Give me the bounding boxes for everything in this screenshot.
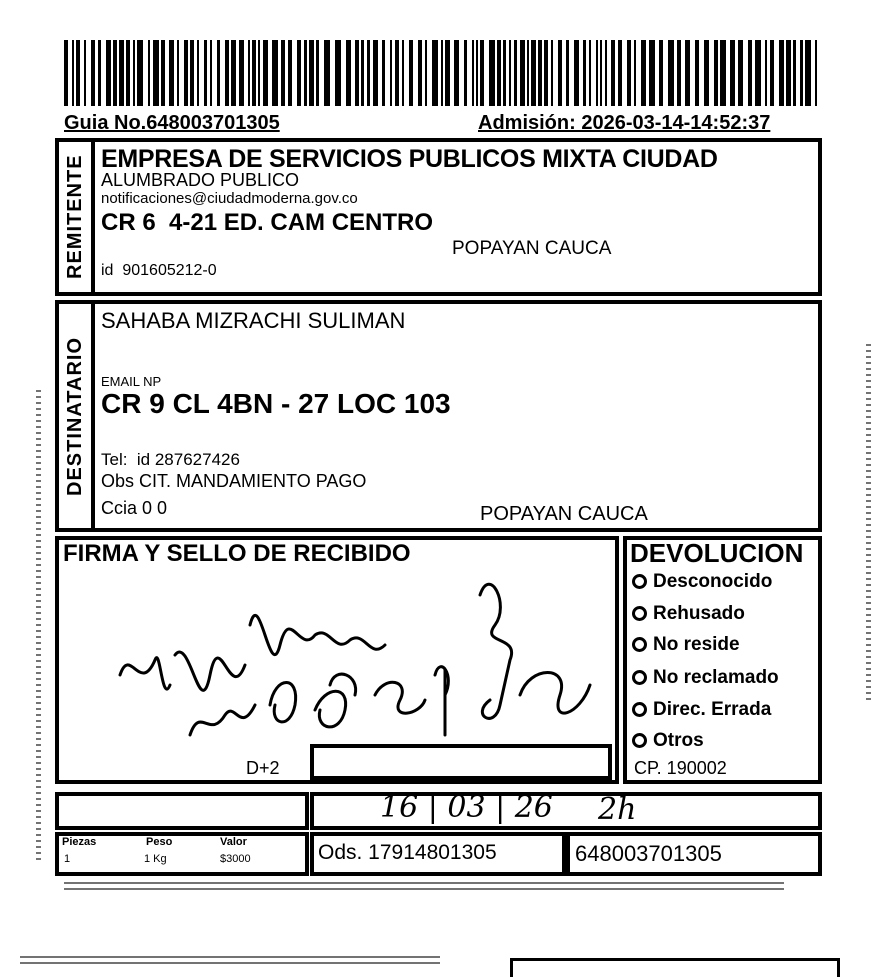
barcode-bar [137, 40, 143, 106]
barcode-bar [531, 40, 536, 106]
barcode-bar [390, 40, 392, 106]
barcode-bar [153, 40, 159, 106]
barcode-bar [346, 40, 351, 106]
returns-title: DEVOLUCION [630, 538, 804, 568]
barcode-bar [805, 40, 811, 106]
barcode-bar [252, 40, 256, 106]
barcode-bar [503, 40, 506, 106]
return-option-no-reside[interactable]: No reside [632, 634, 740, 656]
barcode-bar [184, 40, 188, 106]
barcode-bar [464, 40, 467, 106]
barcode-bar [361, 40, 364, 106]
bottom-corner-box [510, 958, 840, 977]
barcode-bar [574, 40, 579, 106]
barcode-bar [288, 40, 292, 106]
recipient-city: POPAYAN CAUCA [480, 503, 648, 525]
barcode-bar [600, 40, 602, 106]
handwritten-date: 16 | 03 | 26 [380, 790, 553, 825]
return-option-no-reclamado[interactable]: No reclamado [632, 667, 779, 689]
radio-circle-icon [632, 637, 647, 652]
barcode-bar [583, 40, 586, 106]
sender-label-divider [91, 138, 95, 296]
barcode-bar [309, 40, 314, 106]
barcode-bar [634, 40, 636, 106]
barcode-bar [239, 40, 244, 106]
barcode-bar [815, 40, 817, 106]
admission-datetime: Admisión: 2026-03-14-14:52:37 [478, 112, 771, 134]
fine-print-strip [64, 882, 784, 890]
return-option-rehusado[interactable]: Rehusado [632, 603, 745, 625]
stamp-strip [310, 744, 612, 780]
barcode-bar [770, 40, 774, 106]
barcode-bar [544, 40, 548, 106]
piezas-label: Piezas [62, 836, 97, 848]
barcode-bar [272, 40, 278, 106]
barcode-bar [119, 40, 124, 106]
barcode-bar [509, 40, 511, 106]
barcode-bar [190, 40, 194, 106]
recipient-name: SAHABA MIZRACHI SULIMAN [101, 308, 406, 333]
delivery-code: D+2 [246, 758, 280, 778]
barcode-bar [64, 40, 68, 106]
barcode-bar [677, 40, 681, 106]
date-row-left [55, 792, 309, 830]
barcode [64, 40, 824, 106]
radio-circle-icon [632, 702, 647, 717]
barcode-bar [204, 40, 207, 106]
barcode-bar [695, 40, 699, 106]
barcode-bar [402, 40, 404, 106]
barcode-bar [304, 40, 307, 106]
recipient-tel: Tel: id 287627426 [101, 450, 240, 469]
barcode-bar [659, 40, 663, 106]
barcode-bar [497, 40, 501, 106]
barcode-bar [704, 40, 709, 106]
barcode-bar [649, 40, 655, 106]
barcode-bar [538, 40, 542, 106]
recipient-obs: Obs CIT. MANDAMIENTO PAGO [101, 471, 367, 491]
sender-company: EMPRESA DE SERVICIOS PUBLICOS MIXTA CIUDAD [101, 145, 718, 173]
barcode-bar [161, 40, 165, 106]
barcode-bar [106, 40, 111, 106]
valor-value: $3000 [220, 853, 251, 865]
handwritten-signature [100, 565, 600, 755]
barcode-bar [480, 40, 484, 106]
barcode-bar [355, 40, 359, 106]
barcode-bar [445, 40, 450, 106]
barcode-bar [489, 40, 495, 106]
barcode-bar [263, 40, 268, 106]
guide-number: Guia No.648003701305 [64, 112, 280, 134]
barcode-bar [618, 40, 622, 106]
postal-code: CP. 190002 [634, 758, 727, 778]
bottom-fine-print [20, 956, 440, 964]
barcode-bar [685, 40, 690, 106]
barcode-bar [373, 40, 378, 106]
receipt-title: FIRMA Y SELLO DE RECIBIDO [63, 540, 411, 567]
return-option-desconocido[interactable]: Desconocido [632, 571, 772, 593]
barcode-bar [197, 40, 199, 106]
radio-circle-icon [632, 670, 647, 685]
barcode-bar [367, 40, 370, 106]
barcode-bar [418, 40, 422, 106]
radio-circle-icon [632, 606, 647, 621]
radio-circle-icon [632, 574, 647, 589]
barcode-bar [113, 40, 117, 106]
handwritten-hour: 2h [598, 792, 637, 827]
barcode-bar [395, 40, 399, 106]
sender-id: id 901605212-0 [101, 262, 217, 279]
barcode-bar [755, 40, 761, 106]
sender-city: POPAYAN CAUCA [452, 238, 612, 259]
recipient-ccia: Ccia 0 0 [101, 498, 168, 518]
recipient-email: EMAIL NP [101, 374, 162, 389]
right-margin-print [866, 340, 871, 700]
barcode-bar [520, 40, 525, 106]
barcode-bar [72, 40, 74, 106]
barcode-bar [76, 40, 80, 106]
barcode-bar [641, 40, 646, 106]
barcode-bar [779, 40, 784, 106]
barcode-graphic [64, 40, 824, 106]
recipient-section-label: DESTINATARIO [64, 336, 86, 496]
sender-section-label: REMITENTE [64, 154, 86, 280]
barcode-bar [627, 40, 631, 106]
sender-email: notificaciones@ciudadmoderna.gov.co [101, 190, 358, 207]
peso-label: Peso [146, 836, 173, 848]
sender-address: CR 6 4-21 ED. CAM CENTRO [101, 209, 434, 236]
barcode-bar [558, 40, 562, 106]
barcode-bar [316, 40, 319, 106]
barcode-bar [248, 40, 250, 106]
barcode-bar [98, 40, 101, 106]
barcode-bar [409, 40, 413, 106]
barcode-bar [126, 40, 130, 106]
barcode-bar [324, 40, 330, 106]
barcode-bar [210, 40, 212, 106]
barcode-bar [169, 40, 174, 106]
barcode-bar [720, 40, 726, 106]
recipient-address: CR 9 CL 4BN - 27 LOC 103 [101, 388, 451, 419]
barcode-bar [800, 40, 803, 106]
sender-department: ALUMBRADO PUBLICO [101, 170, 300, 190]
barcode-bar [566, 40, 569, 106]
recipient-label-divider [91, 300, 95, 532]
barcode-bar [527, 40, 529, 106]
radio-circle-icon [632, 733, 647, 748]
barcode-bar [91, 40, 95, 106]
barcode-bar [297, 40, 301, 106]
barcode-bar [765, 40, 767, 106]
barcode-bar [738, 40, 743, 106]
barcode-bar [281, 40, 285, 106]
barcode-bar [231, 40, 236, 106]
barcode-bar [793, 40, 796, 106]
barcode-bar [605, 40, 607, 106]
barcode-bar [217, 40, 220, 106]
ods-number: Ods. 17914801305 [318, 841, 497, 864]
piezas-value: 1 [64, 853, 71, 865]
barcode-bar [225, 40, 229, 106]
barcode-bar [441, 40, 443, 106]
guide-number-footer: 648003701305 [575, 841, 722, 866]
barcode-bar [730, 40, 735, 106]
return-option-direc-errada[interactable]: Direc. Errada [632, 699, 771, 721]
barcode-bar [611, 40, 615, 106]
barcode-bar [514, 40, 517, 106]
barcode-bar [258, 40, 260, 106]
barcode-bar [148, 40, 150, 106]
valor-label: Valor [220, 836, 247, 848]
peso-value: 1 Kg [144, 853, 167, 865]
barcode-bar [425, 40, 427, 106]
barcode-bar [335, 40, 341, 106]
barcode-bar [133, 40, 135, 106]
left-margin-print [36, 390, 41, 860]
return-option-otros[interactable]: Otros [632, 730, 704, 752]
barcode-bar [382, 40, 385, 106]
barcode-bar [177, 40, 179, 106]
barcode-bar [432, 40, 438, 106]
barcode-bar [454, 40, 459, 106]
barcode-bar [714, 40, 718, 106]
barcode-bar [84, 40, 86, 106]
barcode-bar [786, 40, 791, 106]
barcode-bar [748, 40, 752, 106]
barcode-bar [551, 40, 553, 106]
barcode-bar [596, 40, 598, 106]
barcode-bar [476, 40, 478, 106]
barcode-bar [668, 40, 674, 106]
barcode-bar [472, 40, 474, 106]
barcode-bar [589, 40, 591, 106]
